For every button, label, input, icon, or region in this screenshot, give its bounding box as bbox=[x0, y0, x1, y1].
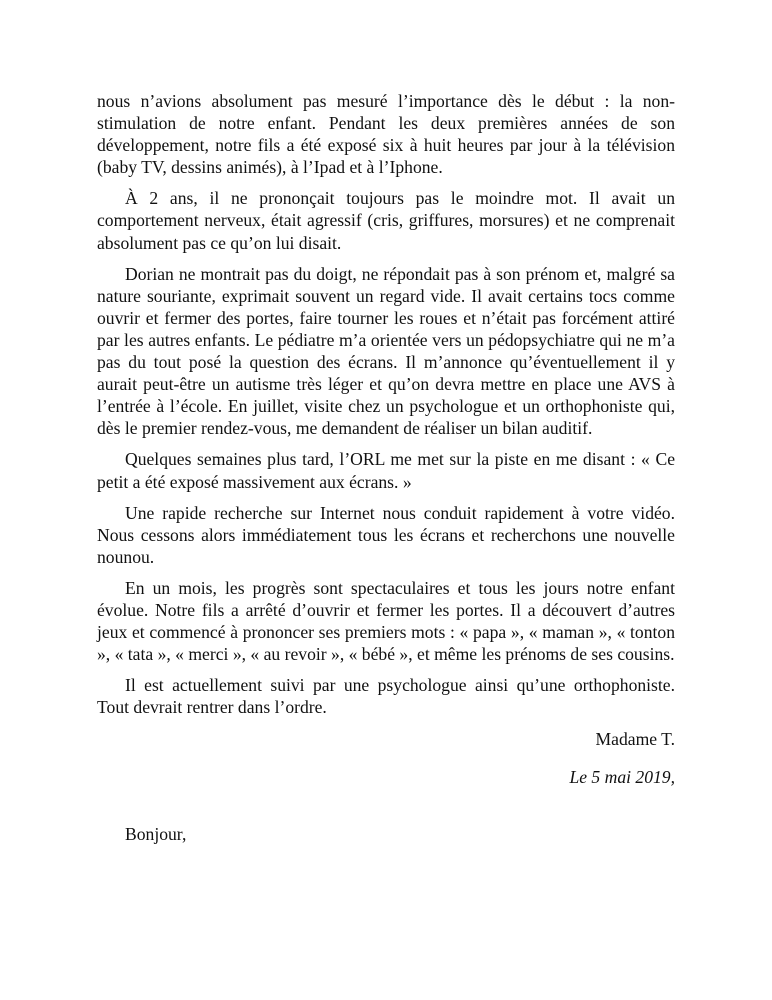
letter-paragraph-5: Une rapide recherche sur Internet nous conduit rapidement à votre vidéo. Nous cessons alors immédiatement tous les écrans et recherchons une nouvelle nounou. bbox=[97, 502, 675, 567]
letter-paragraph-6: En un mois, les progrès sont spectaculaires et tous les jours notre enfant évolue. Notre fils a arrêté d’ouvrir et fermer les portes. Il a découvert d’autres jeux et commencé à prononcer ses premiers mots : « papa », « maman », « tonton », « tata », « merci », « au revoir », « bébé », et même les prénoms de ses cousins. bbox=[97, 577, 675, 665]
letter-paragraph-3: Dorian ne montrait pas du doigt, ne répondait pas à son prénom et, malgré sa nature souriante, exprimait souvent un regard vide. Il avait certains tocs comme ouvrir et fermer des portes, faire tourner les roues et n’était pas forcément attiré par les autres enfants. Le pédiatre m’a orientée vers un pédopsychiatre qui ne m’a pas du tout posé la question des écrans. Il m’annonce qu’éventuellement il y aurait peut-être un autisme très léger et qu’on devra mettre en place une AVS à l’entrée à l’école. En juillet, visite chez un psychologue et un orthophoniste qui, dès le premier rendez-vous, me demandent de réaliser un bilan auditif. bbox=[97, 263, 675, 439]
letter-greeting: Bonjour, bbox=[125, 823, 187, 844]
letter-paragraph-2: À 2 ans, il ne prononçait toujours pas le moindre mot. Il avait un comportement nerveux, était agressif (cris, griffures, morsures) et ne comprenait absolument pas ce qu’on lui disait. bbox=[97, 188, 675, 253]
letter-signature: Madame T. bbox=[595, 729, 675, 750]
letter-paragraph-4: Quelques semaines plus tard, l’ORL me met sur la piste en me disant : « Ce petit a été exposé massivement aux écrans. » bbox=[97, 449, 675, 492]
letter-page bbox=[97, 90, 675, 845]
letter-paragraph-7: Il est actuellement suivi par une psychologue ainsi qu’une orthophoniste. Tout devrait rentrer dans l’ordre. bbox=[97, 675, 675, 718]
letter-date: Le 5 mai 2019, bbox=[569, 766, 675, 787]
letter-paragraph-1: nous n’avions absolument pas mesuré l’importance dès le début : la non-stimulation de notre enfant. Pendant les deux premières années de son développement, notre fils a été exposé six à huit heures par jour à la télévision (baby TV, dessins animés), à l’Ipad et à l’Iphone. bbox=[97, 91, 675, 178]
